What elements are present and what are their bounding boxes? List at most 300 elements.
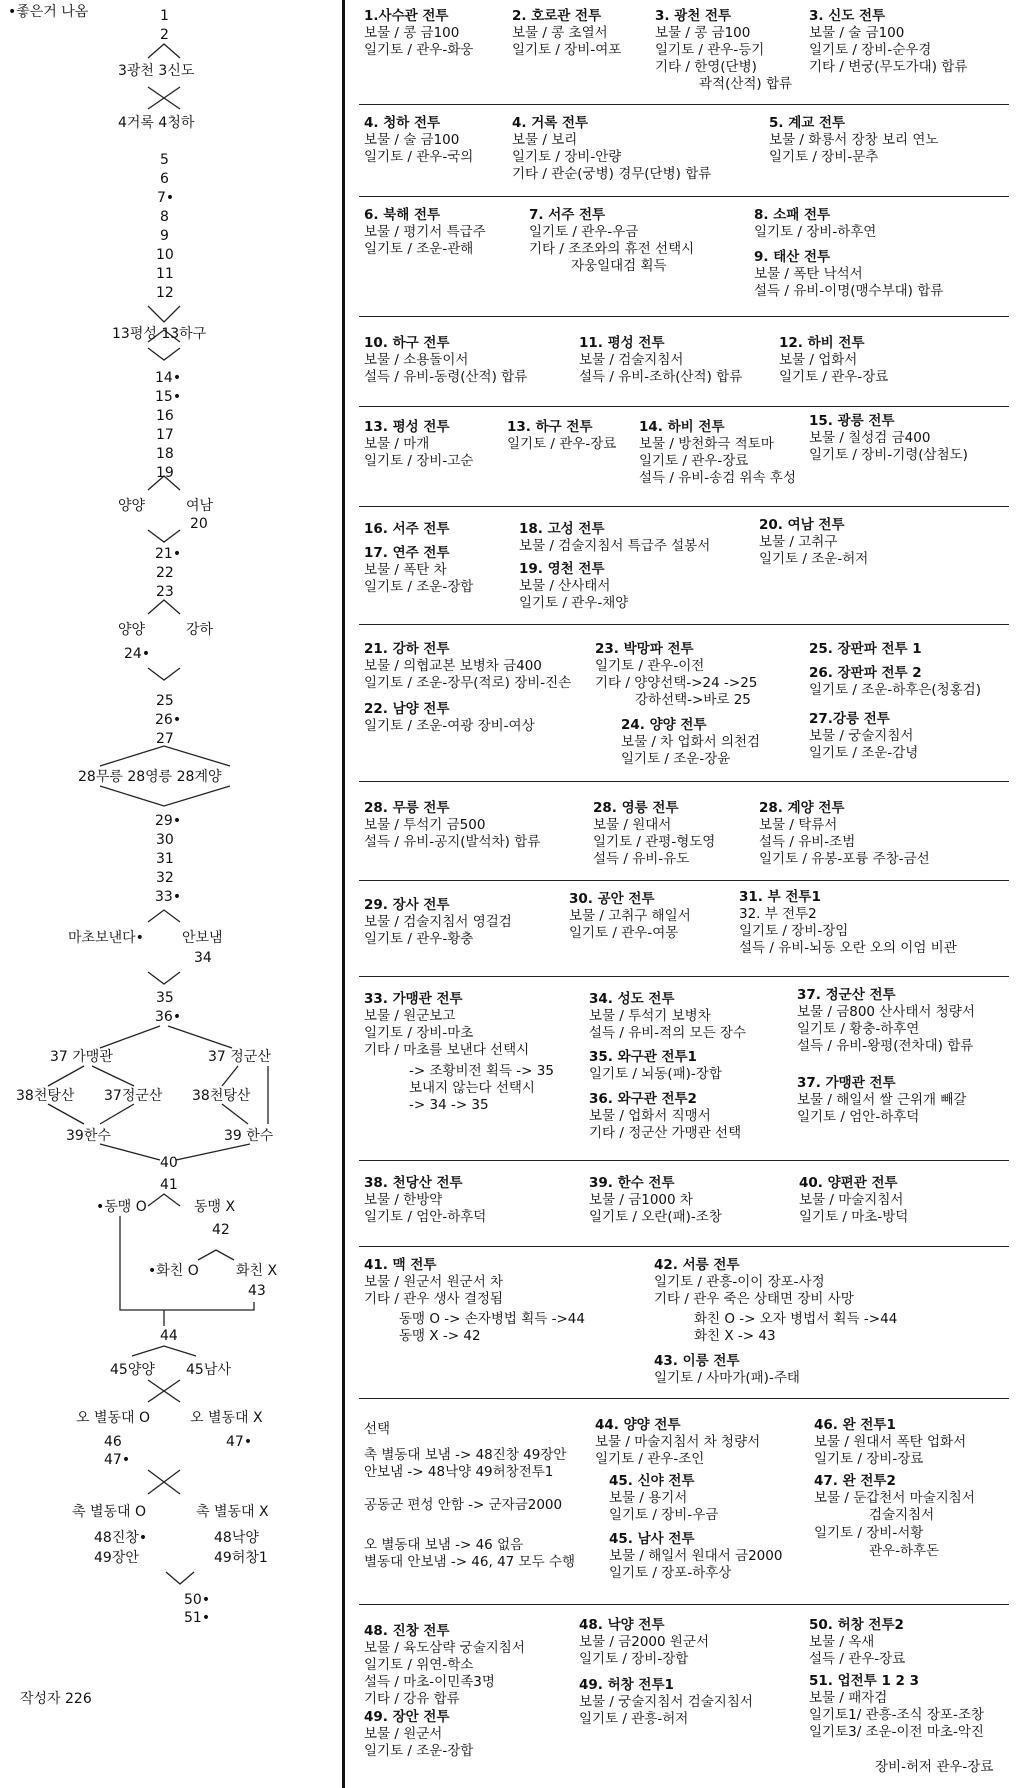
battle-panel <box>359 196 1009 299</box>
battle-entry <box>635 692 751 709</box>
battle-title: 오 별동대 보냄 -> 46 없음 <box>364 1537 524 1553</box>
battle-entry <box>809 1673 984 1741</box>
flow-node: 36• <box>155 1009 182 1025</box>
battle-detail: 안보냄 -> 48낙양 49허창전투1 <box>364 1464 554 1480</box>
flow-node: 10 <box>156 247 174 263</box>
battle-detail: 보물 / 원군서 <box>364 1726 443 1742</box>
battle-entry <box>364 115 473 166</box>
battle-title: 31. 부 전투1 <box>739 889 821 905</box>
battle-detail: 기타 / 정군산 가맹관 선택 <box>589 1125 742 1141</box>
battle-detail: 일기토 / 장비-장합 <box>579 1651 689 1667</box>
battle-detail: 보물 / 해일서 쌀 근위개 빼갈 <box>797 1092 967 1108</box>
battle-detail: 일기토 / 오란(패)-조창 <box>589 1209 722 1225</box>
battle-entry <box>364 1537 575 1571</box>
flow-node: 16 <box>156 408 174 424</box>
battle-detail: 보물 / 산사태서 <box>519 578 611 594</box>
battle-detail: 보물 / 콩 금100 <box>364 25 460 41</box>
flow-node: 마초보낸다• <box>68 930 144 946</box>
battle-detail: 일기토 / 장비-마초 <box>364 1025 474 1041</box>
battle-title: 17. 연주 전투 <box>364 545 450 561</box>
flow-node: 6 <box>160 171 169 187</box>
battle-entry <box>769 115 938 166</box>
battle-detail: 보물 / 콩 초열서 <box>512 25 608 41</box>
battle-detail: 기타 / 마초를 보낸다 선택시 <box>364 1042 530 1058</box>
author-note: 작성자 226 <box>20 1691 92 1707</box>
flow-node: 34 <box>194 950 212 966</box>
battle-title: 30. 공안 전투 <box>569 891 655 907</box>
battle-title: 36. 와구관 전투2 <box>589 1091 697 1107</box>
flow-node: 20 <box>190 516 208 532</box>
flow-node: 29• <box>155 813 182 829</box>
battle-detail: 설득 / 마초-이민족3명 <box>364 1674 495 1690</box>
battle-detail: 보물 / 화룡서 장창 보리 연노 <box>769 132 939 148</box>
flow-node: 45양양 <box>110 1362 155 1378</box>
battle-entry <box>589 1091 741 1142</box>
battle-title: 공동군 편성 안함 -> 군자금2000 <box>364 1497 563 1513</box>
flow-node: 촉 별동대 X <box>196 1504 269 1520</box>
battle-detail: 설득 / 유비-이명(맹수부대) 합류 <box>754 283 944 299</box>
flow-node: •동맹 O <box>96 1199 147 1215</box>
battle-entry <box>779 335 888 386</box>
flow-node: 강하 <box>186 622 214 638</box>
battle-detail: 일기토 / 위연-학소 <box>364 1657 474 1673</box>
battle-entry <box>593 800 715 868</box>
flow-node: 13평성 13하구 <box>112 326 207 342</box>
battle-detail: 보물 / 원대서 폭탄 업화서 <box>814 1434 967 1450</box>
battle-entry <box>589 991 746 1042</box>
panel-divider <box>342 0 345 1788</box>
battle-title: 촉 별동대 보냄 -> 48진창 49장안 <box>364 1447 567 1463</box>
battle-detail: 보물 / 육도삼략 궁술지침서 <box>364 1640 525 1656</box>
battle-entry <box>875 1759 993 1776</box>
battle-title: 37. 정군산 전투 <box>797 987 896 1003</box>
flow-node: 23 <box>156 584 174 600</box>
battle-detail: 일기토 / 조운-하후은(청홍검) <box>809 682 981 698</box>
battle-entry <box>797 987 975 1055</box>
battle-entry <box>589 1049 722 1083</box>
battle-title: 장비-허저 관우-장료 <box>875 1759 994 1775</box>
flow-node: 47• <box>226 1434 253 1450</box>
battle-detail: 보물 / 한방약 <box>364 1192 443 1208</box>
battle-title: 20. 여남 전투 <box>759 517 845 533</box>
battle-detail: 보물 / 궁술지침서 검술지침서 <box>579 1694 753 1710</box>
battle-detail: 보내지 않는다 선택시 <box>409 1080 535 1096</box>
battle-detail: 기타 / 강유 합류 <box>364 1691 460 1707</box>
battle-title: 29. 장사 전투 <box>364 897 450 913</box>
battle-entry <box>364 207 486 258</box>
battle-title: 검술지침서 <box>869 1507 935 1523</box>
battle-detail: 동맹 X -> 42 <box>399 1328 481 1344</box>
battle-panel <box>359 1246 1009 1386</box>
battle-detail: 일기토 / 장비-문추 <box>769 149 879 165</box>
battle-title: 9. 태산 전투 <box>754 249 831 265</box>
battle-detail: 일기토 / 관우-우금 <box>529 224 639 240</box>
battle-title: 선택 <box>364 1421 391 1437</box>
battle-title: 곽적(산적) 합류 <box>699 76 793 92</box>
battle-detail: 일기토 / 관우-화웅 <box>364 42 474 58</box>
battle-detail: 보물 / 차 업화서 의천검 <box>621 734 761 750</box>
flow-node: 15• <box>155 389 182 405</box>
flow-node: 오 별동대 O <box>76 1410 151 1426</box>
battle-title: 3. 광천 전투 <box>655 8 732 24</box>
battle-detail: 보물 / 술 금100 <box>364 132 460 148</box>
battle-entry <box>529 207 694 258</box>
battle-title: 1.사수관 전투 <box>364 8 449 24</box>
battle-entry <box>579 1677 753 1728</box>
battle-panel <box>359 406 1009 486</box>
battle-detail: 일기토 / 관우-이전 <box>595 658 705 674</box>
battle-title: 51. 업전투 1 2 3 <box>809 1673 920 1689</box>
battle-detail: 설득 / 유비-동령(산적) 합류 <box>364 369 528 385</box>
battle-entry <box>569 891 691 942</box>
battle-title: 23. 박망파 전투 <box>595 641 694 657</box>
battle-title: 42. 서릉 전투 <box>654 1257 740 1273</box>
flow-node: 45남사 <box>186 1362 231 1378</box>
battle-detail: 일기토 / 조운-감녕 <box>809 745 919 761</box>
battle-entry <box>364 1421 390 1438</box>
battle-title: 6. 북해 전투 <box>364 207 441 223</box>
battle-detail: 일기토 / 조운-장무(적로) 장비-진손 <box>364 675 572 691</box>
battle-entry <box>809 641 922 658</box>
battle-detail: 일기토 / 관우-여몽 <box>569 925 679 941</box>
flow-node: 22 <box>156 565 174 581</box>
battle-entry <box>814 1417 966 1468</box>
battle-title: 5. 계교 전투 <box>769 115 846 131</box>
battle-detail: 일기토 / 사마가(패)-주태 <box>654 1370 800 1386</box>
battle-detail: 기타 / 관우 죽은 상태면 장비 사망 <box>654 1291 854 1307</box>
battle-title: 4. 청하 전투 <box>364 115 441 131</box>
battle-detail: 일기토 / 관우-채양 <box>519 595 629 611</box>
flow-node: 28무릉 28영릉 28계양 <box>78 769 222 785</box>
battle-detail: 일기토 / 엄안-하후덕 <box>797 1109 920 1125</box>
flow-node: 21• <box>155 546 182 562</box>
battle-detail: 32. 부 전투2 <box>739 906 817 922</box>
battle-entry <box>809 413 968 464</box>
battle-detail: 보물 / 칠성검 금400 <box>809 430 931 446</box>
flow-node: 47• <box>104 1452 131 1468</box>
battle-detail: 일기토 / 유봉-포륭 주창-금선 <box>759 851 930 867</box>
battle-detail: 보물 / 둔갑천서 마술지침서 <box>814 1490 975 1506</box>
battle-title: 26. 장판파 전투 2 <box>809 665 922 681</box>
battle-entry <box>799 1175 908 1226</box>
battle-detail: 일기토1/ 관흥-조식 장포-조창 <box>809 1707 984 1723</box>
battle-detail: 설득 / 유비-송검 위속 후성 <box>639 470 796 486</box>
battle-detail: 일기토 / 장비-우금 <box>609 1507 719 1523</box>
battle-detail: 보물 / 패자검 <box>809 1690 888 1706</box>
battle-title: 28. 영릉 전투 <box>593 800 679 816</box>
battle-detail: 보물 / 금1000 차 <box>589 1192 693 1208</box>
flow-node: 5 <box>160 152 169 168</box>
battle-detail: 일기토 / 장포-하후상 <box>609 1565 732 1581</box>
battle-entry <box>571 258 667 275</box>
battle-title: 49. 장안 전투 <box>364 1709 450 1725</box>
battle-detail: 보물 / 옥새 <box>809 1634 875 1650</box>
battle-title: 43. 이릉 전투 <box>654 1353 740 1369</box>
battle-entry <box>739 889 957 957</box>
battle-detail: 기타 / 양양선택->24 ->25 <box>595 675 758 691</box>
flow-node: 1 <box>160 8 169 24</box>
battle-detail: 보물 / 폭탄 낙석서 <box>754 266 863 282</box>
battle-entry <box>595 641 757 692</box>
battle-entry <box>609 1473 718 1524</box>
battle-detail: 일기토 / 장비-하후연 <box>754 224 877 240</box>
battle-title: 27.강릉 전투 <box>809 711 890 727</box>
battle-title: 14. 하비 전투 <box>639 419 725 435</box>
flow-node: 4거록 4청하 <box>118 115 195 131</box>
battle-detail: 기타 / 변궁(무도가대) 합류 <box>809 59 968 75</box>
flow-node: •화친 O <box>148 1263 199 1279</box>
battle-panel <box>359 316 1009 385</box>
battle-panel <box>359 1604 1009 1775</box>
battle-entry <box>754 207 876 241</box>
battle-title: 2. 호로관 전투 <box>512 8 602 24</box>
battle-entry <box>507 419 616 453</box>
battle-detail: 설득 / 관우-장료 <box>809 1651 906 1667</box>
flow-node: 32 <box>156 870 174 886</box>
battle-title: 28. 계양 전투 <box>759 800 845 816</box>
flow-node: 11 <box>156 266 174 282</box>
flow-node: 오 별동대 X <box>190 1410 263 1426</box>
battle-detail: 일기토 / 엄안-하후덕 <box>364 1209 487 1225</box>
battle-title: 49. 허창 전투1 <box>579 1677 674 1693</box>
battle-detail: 일기토 / 관흥-허저 <box>579 1711 689 1727</box>
battle-detail: 보물 / 해일서 원대서 금2000 <box>609 1548 783 1564</box>
flow-node: 37정군산 <box>104 1088 163 1104</box>
battle-entry <box>621 717 760 768</box>
battle-panel <box>359 880 1009 956</box>
battle-entry <box>364 800 540 851</box>
battle-detail: 일기토 / 마초-방덕 <box>799 1209 909 1225</box>
battle-detail: 일기토 / 장비-여포 <box>512 42 622 58</box>
flow-node: 여남 <box>186 498 214 514</box>
flow-node: 동맹 X <box>194 1199 236 1215</box>
battle-detail: 기타 / 관순(궁병) 경무(단병) 합류 <box>512 166 712 182</box>
battle-detail: 보물 / 술 금100 <box>809 25 905 41</box>
battle-entry <box>364 1709 473 1760</box>
battle-detail: 보물 / 투석기 금500 <box>364 817 486 833</box>
battle-title: 13. 평성 전투 <box>364 419 450 435</box>
battle-detail: 설득 / 유비-조하(산적) 합류 <box>579 369 743 385</box>
battle-detail: 일기토 / 관흥-이이 장포-사정 <box>654 1274 825 1290</box>
battle-entry <box>869 1543 939 1560</box>
battle-entry <box>589 1175 722 1226</box>
battle-detail: 기타 / 조조와의 휴전 선택시 <box>529 241 695 257</box>
flow-node: 14• <box>155 370 182 386</box>
flow-node: 46 <box>104 1434 122 1450</box>
flow-node: 49장안 <box>94 1550 139 1566</box>
battle-entry <box>364 8 473 59</box>
battle-title: 41. 맥 전투 <box>364 1257 437 1273</box>
flow-node: 40 <box>160 1155 178 1171</box>
battle-detail: 보물 / 마개 <box>364 436 430 452</box>
battle-title: 일기토 / 장비-서황 <box>814 1525 924 1541</box>
battle-title: 48. 낙양 전투 <box>579 1617 665 1633</box>
battle-detail: 보물 / 금2000 원군서 <box>579 1634 710 1650</box>
battle-detail: 일기토 / 장비-기령(삼첨도) <box>809 447 968 463</box>
battle-title: 39. 한수 전투 <box>589 1175 675 1191</box>
battle-detail: 일기토 / 장비-고순 <box>364 453 474 469</box>
flow-node: 41 <box>160 1177 178 1193</box>
flow-node: 48진창• <box>94 1530 148 1546</box>
flow-node: 8 <box>160 209 169 225</box>
flow-node: 49허창1 <box>214 1550 268 1566</box>
battle-panel <box>359 506 1009 611</box>
flow-node: 안보냄 <box>182 930 223 946</box>
flow-node: 17 <box>156 427 174 443</box>
battle-title: 16. 서주 전투 <box>364 521 450 537</box>
battle-entry <box>364 1257 503 1308</box>
flow-node: 37 정군산 <box>208 1049 271 1065</box>
battle-detail: 설득 / 유비-뇌동 오란 오의 이엄 비관 <box>739 940 957 956</box>
battle-detail: 일기토 / 조운-여광 장비-여상 <box>364 718 535 734</box>
flow-node: 42 <box>212 1222 230 1238</box>
battle-detail: 보물 / 소용돌이서 <box>364 352 469 368</box>
battle-entry <box>364 991 529 1059</box>
battle-entry <box>754 249 943 300</box>
flow-node: 27 <box>156 731 174 747</box>
battle-title: 12. 하비 전투 <box>779 335 865 351</box>
battle-detail: 일기토 / 관우-장료 <box>779 369 889 385</box>
battle-panel <box>359 104 1009 182</box>
battle-detail: 보물 / 투석기 보병차 <box>589 1008 711 1024</box>
battle-detail: 일기토 / 조운-장윤 <box>621 751 731 767</box>
battle-detail: 설득 / 유비-조범 <box>759 834 856 850</box>
flow-node: 38천탕산 <box>16 1088 75 1104</box>
battle-detail: 보물 / 탁류서 <box>759 817 838 833</box>
flow-node: 2 <box>160 27 169 43</box>
battle-title: 21. 강하 전투 <box>364 641 450 657</box>
battle-entry <box>364 521 449 538</box>
battle-title: 11. 평성 전투 <box>579 335 665 351</box>
battle-detail: 보물 / 방천화극 적토마 <box>639 436 774 452</box>
flow-node: 48낙양 <box>214 1530 259 1546</box>
battle-entry <box>364 545 473 596</box>
battle-title: 19. 영천 전투 <box>519 561 605 577</box>
battle-entry <box>595 1417 760 1468</box>
battle-detail: 보물 / 검술지침서 영걸검 <box>364 914 512 930</box>
battle-title: 50. 허창 전투2 <box>809 1617 904 1633</box>
battle-detail: 보물 / 고취구 <box>759 534 838 550</box>
battle-detail: 화친 X -> 43 <box>694 1328 776 1344</box>
battle-detail: 보물 / 업화서 <box>779 352 858 368</box>
battle-title: 자웅일대검 획득 <box>571 258 667 274</box>
battle-title: 강하선택->바로 25 <box>635 692 751 708</box>
battle-title: 45. 신야 전투 <box>609 1473 695 1489</box>
battle-detail: 보물 / 폭탄 차 <box>364 562 447 578</box>
battle-entry <box>639 419 796 487</box>
battle-entry <box>814 1525 923 1542</box>
battle-detail: 일기토 / 관우-국의 <box>364 149 474 165</box>
battle-title: -> 조황비전 획득 -> 35 <box>409 1063 554 1079</box>
battle-title: 4. 거록 전투 <box>512 115 589 131</box>
flow-node: 35 <box>156 990 174 1006</box>
battle-detail: 보물 / 마술지침서 차 청량서 <box>595 1434 761 1450</box>
battle-title: 34. 성도 전투 <box>589 991 675 1007</box>
battle-title: 8. 소패 전투 <box>754 207 831 223</box>
battle-title: 동맹 O -> 손자병법 획득 ->44 <box>399 1311 585 1327</box>
battle-panel <box>359 781 1009 867</box>
battle-detail: 일기토 / 조운-장합 <box>364 1743 474 1759</box>
battle-detail: 보물 / 검술지침서 특급주 설봉서 <box>519 538 711 554</box>
flow-node: 3광천 3신도 <box>118 63 195 79</box>
battle-title: 관우-하후돈 <box>869 1543 940 1559</box>
flow-node: 37 가맹관 <box>50 1049 113 1065</box>
battle-panel <box>359 624 1009 767</box>
battle-entry <box>409 1063 554 1114</box>
battle-detail: 일기토 / 관우-등기 <box>655 42 765 58</box>
battle-detail: 보물 / 용기서 <box>609 1490 688 1506</box>
legend-note: •좋은거 나옴 <box>8 4 89 20</box>
battle-title: 45. 남사 전투 <box>609 1531 695 1547</box>
battle-entry <box>364 1623 525 1708</box>
battle-title: 22. 남양 전투 <box>364 701 450 717</box>
battle-title: 47. 완 전투2 <box>814 1473 896 1489</box>
battle-detail: 일기토 / 조운-관해 <box>364 241 474 257</box>
battle-title: 3. 신도 전투 <box>809 8 886 24</box>
battle-title: 28. 무릉 전투 <box>364 800 450 816</box>
flow-node: 44 <box>160 1328 178 1344</box>
flow-node: 43 <box>248 1283 266 1299</box>
battle-entry <box>797 1075 966 1126</box>
battle-entry <box>609 1531 782 1582</box>
battle-entry <box>694 1311 897 1345</box>
battle-entry <box>654 1257 854 1308</box>
battle-title: 40. 양편관 전투 <box>799 1175 898 1191</box>
battle-detail: 일기토 / 장비-안량 <box>512 149 622 165</box>
battle-entry <box>579 1617 709 1668</box>
flow-node: 양양 <box>118 498 146 514</box>
battle-entry <box>364 1497 562 1514</box>
battle-detail: 일기토 / 관우-장료 <box>507 436 617 452</box>
battle-title: 44. 양양 전투 <box>595 1417 681 1433</box>
battle-detail: 기타 / 관우 생사 결정됨 <box>364 1291 504 1307</box>
flow-node: 9 <box>160 228 169 244</box>
battle-detail: 일기토 / 조운-허저 <box>759 551 869 567</box>
battle-detail: 보물 / 마술지침서 <box>799 1192 904 1208</box>
battle-title: 화친 O -> 오자 병법서 획득 ->44 <box>694 1311 898 1327</box>
battle-detail: 보물 / 궁술지침서 <box>809 728 914 744</box>
battle-detail: 일기토 / 뇌동(패)-장합 <box>589 1066 722 1082</box>
battle-detail: 보물 / 보리 <box>512 132 578 148</box>
battle-entry <box>809 711 918 762</box>
battle-entry <box>655 8 764 76</box>
battle-detail: 일기토 / 장비-장료 <box>814 1451 924 1467</box>
battle-detail: 보물 / 고취구 해일서 <box>569 908 691 924</box>
battle-title: 35. 와구관 전투1 <box>589 1049 697 1065</box>
battle-detail: 일기토 / 황충-하후연 <box>797 1021 920 1037</box>
battle-title: 18. 고성 전투 <box>519 521 605 537</box>
flow-node: 26• <box>155 712 182 728</box>
battle-entry <box>759 800 930 868</box>
battle-detail: 보물 / 평기서 특급주 <box>364 224 486 240</box>
battle-entry <box>364 335 527 386</box>
flow-node: 38천탕산 <box>192 1088 251 1104</box>
battle-entry <box>364 419 473 470</box>
battle-detail: 설득 / 유비-적의 모든 장수 <box>589 1025 746 1041</box>
battle-detail: 일기토 / 조운-장합 <box>364 579 474 595</box>
battle-detail: -> 34 -> 35 <box>409 1097 489 1113</box>
battle-entry <box>814 1473 975 1507</box>
flow-node: 양양 <box>118 622 146 638</box>
flow-node: 50• <box>184 1592 211 1608</box>
flow-node: 30 <box>156 832 174 848</box>
battle-entry <box>364 701 535 735</box>
battle-entry <box>512 115 711 183</box>
battle-entry <box>519 521 710 555</box>
battle-entry <box>519 561 628 612</box>
battle-detail: 보물 / 검술지침서 <box>579 352 684 368</box>
battle-detail: 보물 / 업화서 직맹서 <box>589 1108 711 1124</box>
